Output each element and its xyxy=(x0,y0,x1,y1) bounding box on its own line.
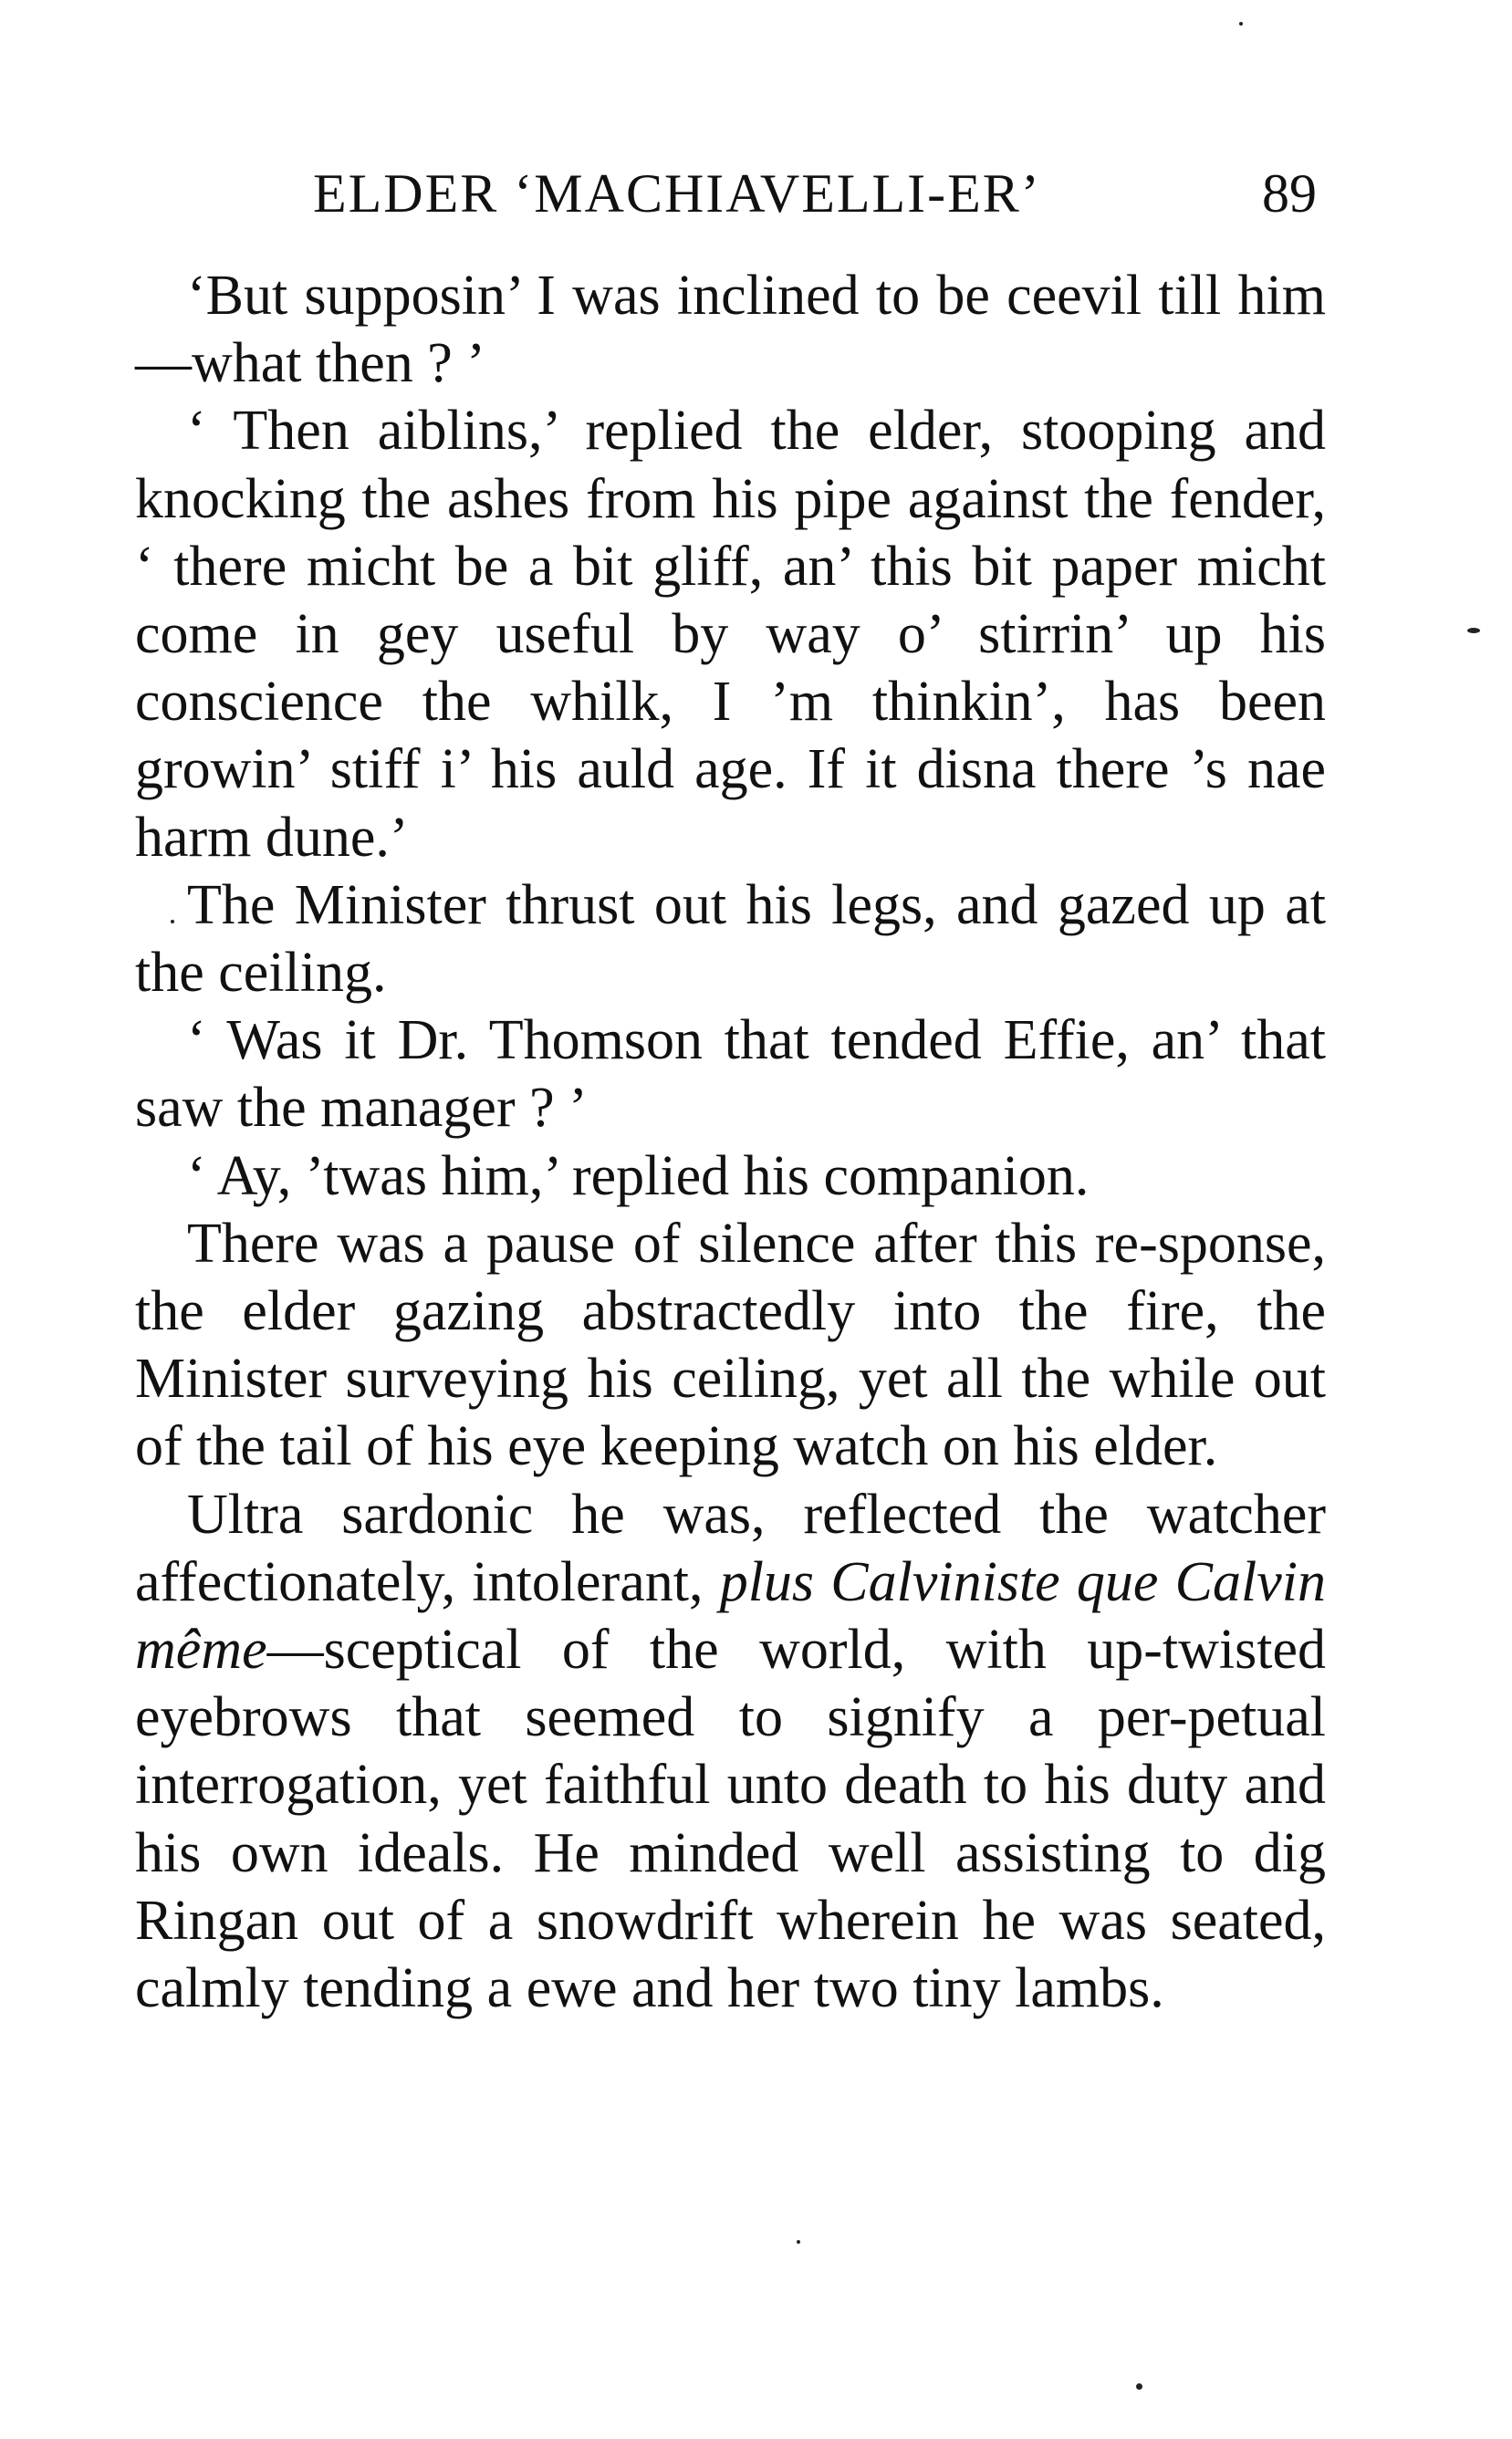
paragraph-4: ‘ Was it Dr. Thomson that tended Effie, an’ that saw the manager ? ’ xyxy=(135,1009,1326,1140)
paragraph-6: There was a pause of silence after this re-sponse, the elder gazing abstractedly into the fire, the Minister surveying his ceiling, yet all the while out of the tail of his eye keeping watch on his elder. xyxy=(135,1212,1326,1478)
paragraph-7-text-end: —sceptical of the world, with up-twisted eyebrows that seemed to signify a per-petual interrogation, yet faithful unto death to his duty and his own ideals. He minded well assisting to dig Ringan out of a snowdrift wherein he was seated, calmly tending a ewe and her two tiny lambs. xyxy=(135,1619,1326,2020)
page-header xyxy=(135,157,1321,230)
paragraph-7 xyxy=(135,1481,1326,2023)
paragraph-3: The Minister thrust out his legs, and gazed up at the ceiling. xyxy=(135,873,1326,1005)
scan-speck xyxy=(1467,628,1480,633)
body-text xyxy=(135,262,1326,2022)
scan-speck xyxy=(171,920,174,923)
page-number: 89 xyxy=(1262,163,1317,224)
paragraph-7-text-start: Ultra sardonic he was, reflected the watcher affectionately, intolerant, xyxy=(135,1483,1326,1613)
paragraph-1: ‘But supposin’ I was inclined to be ceevil till him—what then ? ’ xyxy=(135,265,1326,395)
scan-speck xyxy=(1239,22,1243,26)
paragraph-7-italic-phrase: plus Calviniste que Calvin même xyxy=(135,1550,1326,1682)
paragraph-2: ‘ Then aiblins,’ replied the elder, stooping and knocking the ashes from his pipe against the fender, ‘ there micht be a bit gliff, an’ this bit paper micht come in gey useful by way o’ stirrin’ up his conscience the whilk, I ’m thinkin’, has been growin’ stiff i’ his auld age. If it disna there ’s nae harm dune.’ xyxy=(135,400,1326,869)
scan-speck xyxy=(1136,2383,1142,2390)
scan-speck xyxy=(797,2240,800,2244)
paragraph-5: ‘ Ay, ’twas him,’ replied his companion. xyxy=(187,1144,1090,1207)
running-title: ELDER ‘MACHIAVELLI-ER’ xyxy=(313,163,1041,224)
